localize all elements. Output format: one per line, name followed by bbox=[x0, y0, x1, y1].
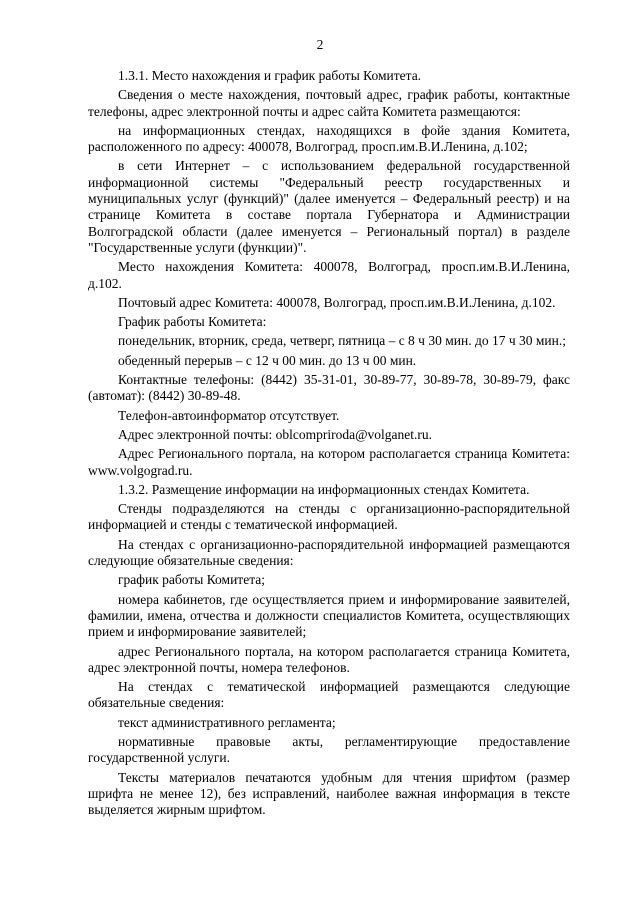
paragraph: Стенды подразделяются на стенды с организационно-распорядительной информацией и стенды с тематической информацией. bbox=[88, 501, 570, 533]
paragraph: понедельник, вторник, среда, четверг, пятница – с 8 ч 30 мин. до 17 ч 30 мин.; bbox=[118, 333, 566, 349]
paragraph: Тексты материалов печатаются удобным для чтения шрифтом (размер шрифта не менее 12), без исправлений, наиболее важная информация в тексте выделяется жирным шрифтом. bbox=[88, 769, 570, 818]
paragraph: текст административного регламента; bbox=[118, 714, 336, 730]
paragraph: На стендах с тематической информацией размещаются следующие обязательные сведения: bbox=[88, 679, 570, 711]
paragraph: Почтовый адрес Комитета: 400078, Волгоград, просп.им.В.И.Ленина, д.102. bbox=[118, 294, 556, 310]
paragraph: На стендах с организационно-распорядительной информацией размещаются следующие обязательные сведения: bbox=[88, 536, 570, 569]
paragraph: нормативные правовые акты, регламентирующие предоставление государственной услуги. bbox=[88, 733, 570, 766]
paragraph: Место нахождения Комитета: 400078, Волгоград, просп.им.В.И.Ленина, д.102. bbox=[88, 259, 570, 291]
paragraph: в сети Интернет – с использованием федеральной государственной информационной системы "Федеральный реестр государственных и муниципальных услуг (функций)" (далее именуется – Федеральный реестр) и на странице Комитета в составе портала Губернатора и Администрации Волгоградской области (далее именуется – Региональный портал) в разделе "Государственные услуги (функции)". bbox=[88, 158, 570, 255]
document-body bbox=[88, 68, 570, 818]
paragraph: 1.3.2. Размещение информации на информационных стендах Комитета. bbox=[118, 481, 530, 497]
paragraph: номера кабинетов, где осуществляется прием и информирование заявителей, фамилии, имена, отчества и должности специалистов Комитета, осуществляющих прием и информирование заявителей; bbox=[88, 591, 570, 640]
paragraph: 1.3.1. Место нахождения и график работы Комитета. bbox=[118, 68, 422, 83]
paragraph: Сведения о месте нахождения, почтовый адрес, график работы, контактные телефоны, адрес электронной почты и адрес сайта Комитета размещаются: bbox=[88, 87, 570, 119]
paragraph: график работы Комитета; bbox=[118, 572, 266, 588]
paragraph: Телефон-автоинформатор отсутствует. bbox=[118, 407, 340, 423]
paragraph: Адрес Регионального портала, на котором располагается страница Комитета: www.volgograd.ru. bbox=[88, 446, 570, 478]
page-number: 2 bbox=[316, 37, 324, 52]
paragraph: График работы Комитета: bbox=[118, 314, 267, 330]
paragraph: Контактные телефоны: (8442) 35-31-01, 30-89-77, 30-89-78, 30-89-79, факс (автомат): (8442) 30-89-48. bbox=[88, 372, 570, 404]
paragraph: Адрес электронной почты: oblcomprіroda@volganet.ru. bbox=[118, 426, 432, 442]
paragraph: на информационных стендах, находящихся в фойе здания Комитета, расположенного по адресу: 400078, Волгоград, просп.им.В.И.Ленина, д.102; bbox=[88, 122, 570, 155]
paragraph: адрес Регионального портала, на котором располагается страница Комитета, адрес электронной почты, номера телефонов. bbox=[88, 643, 570, 675]
paragraph: обеденный перерыв – с 12 ч 00 мин. до 13 ч 00 мин. bbox=[118, 352, 417, 368]
